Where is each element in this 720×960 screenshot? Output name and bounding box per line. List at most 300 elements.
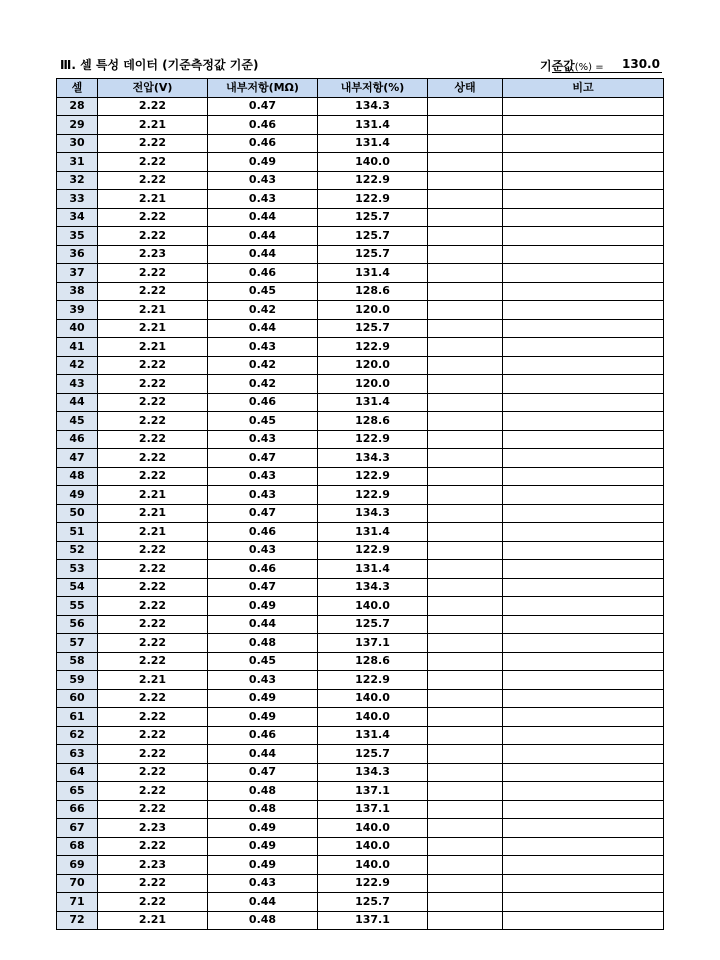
table-row (57, 671, 664, 690)
resistance-percent-cell: 122.9 (318, 430, 428, 449)
resistance-cell: 0.45 (208, 282, 318, 301)
resistance-percent-cell: 137.1 (318, 800, 428, 819)
remarks-cell (503, 763, 664, 782)
remarks-cell (503, 393, 664, 412)
resistance-cell: 0.44 (208, 245, 318, 264)
remarks-cell (503, 745, 664, 764)
status-cell (428, 245, 503, 264)
resistance-cell: 0.44 (208, 745, 318, 764)
cell-id-cell: 63 (57, 745, 98, 764)
table-row (57, 430, 664, 449)
header-status: 상태 (428, 79, 503, 98)
status-cell (428, 504, 503, 523)
voltage-cell: 2.21 (98, 301, 208, 320)
table-row (57, 264, 664, 283)
resistance-cell: 0.47 (208, 449, 318, 468)
table-row (57, 153, 664, 172)
remarks-cell (503, 671, 664, 690)
table-row (57, 486, 664, 505)
voltage-cell: 2.23 (98, 245, 208, 264)
resistance-cell: 0.43 (208, 430, 318, 449)
voltage-cell: 2.22 (98, 689, 208, 708)
remarks-cell (503, 560, 664, 579)
resistance-percent-cell: 122.9 (318, 671, 428, 690)
reference-value: 130.0 (622, 57, 660, 71)
voltage-cell: 2.21 (98, 319, 208, 338)
remarks-cell (503, 634, 664, 653)
voltage-cell: 2.22 (98, 560, 208, 579)
status-cell (428, 726, 503, 745)
table-row (57, 338, 664, 357)
resistance-percent-cell: 122.9 (318, 874, 428, 893)
status-cell (428, 763, 503, 782)
table-row (57, 819, 664, 838)
header-resistance: 내부저항(MΩ) (208, 79, 318, 98)
cell-id-cell: 41 (57, 338, 98, 357)
table-body (57, 97, 664, 930)
remarks-cell (503, 615, 664, 634)
cell-id-cell: 38 (57, 282, 98, 301)
resistance-percent-cell: 125.7 (318, 227, 428, 246)
voltage-cell: 2.22 (98, 597, 208, 616)
resistance-percent-cell: 140.0 (318, 597, 428, 616)
status-cell (428, 430, 503, 449)
resistance-cell: 0.46 (208, 264, 318, 283)
resistance-percent-cell: 140.0 (318, 856, 428, 875)
cell-id-cell: 46 (57, 430, 98, 449)
cell-id-cell: 43 (57, 375, 98, 394)
resistance-percent-cell: 131.4 (318, 560, 428, 579)
resistance-cell: 0.43 (208, 467, 318, 486)
resistance-percent-cell: 140.0 (318, 837, 428, 856)
remarks-cell (503, 911, 664, 930)
resistance-cell: 0.46 (208, 726, 318, 745)
remarks-cell (503, 541, 664, 560)
voltage-cell: 2.22 (98, 356, 208, 375)
status-cell (428, 171, 503, 190)
resistance-percent-cell: 131.4 (318, 393, 428, 412)
resistance-percent-cell: 120.0 (318, 301, 428, 320)
table-row (57, 412, 664, 431)
resistance-cell: 0.45 (208, 412, 318, 431)
status-cell (428, 116, 503, 135)
resistance-cell: 0.44 (208, 208, 318, 227)
voltage-cell: 2.22 (98, 208, 208, 227)
cell-id-cell: 65 (57, 782, 98, 801)
status-cell (428, 578, 503, 597)
table-row (57, 874, 664, 893)
status-cell (428, 319, 503, 338)
remarks-cell (503, 652, 664, 671)
reference-label-text: 기준값 (540, 59, 575, 73)
status-cell (428, 375, 503, 394)
table-row (57, 208, 664, 227)
cell-id-cell: 44 (57, 393, 98, 412)
cell-id-cell: 48 (57, 467, 98, 486)
resistance-cell: 0.44 (208, 227, 318, 246)
resistance-cell: 0.44 (208, 893, 318, 912)
table-row (57, 560, 664, 579)
resistance-cell: 0.48 (208, 782, 318, 801)
status-cell (428, 97, 503, 116)
table-row (57, 282, 664, 301)
cell-id-cell: 42 (57, 356, 98, 375)
cell-id-cell: 70 (57, 874, 98, 893)
table-row (57, 449, 664, 468)
table-row (57, 171, 664, 190)
resistance-percent-cell: 134.3 (318, 763, 428, 782)
cell-id-cell: 72 (57, 911, 98, 930)
resistance-percent-cell: 137.1 (318, 634, 428, 653)
cell-id-cell: 36 (57, 245, 98, 264)
remarks-cell (503, 153, 664, 172)
resistance-cell: 0.43 (208, 171, 318, 190)
remarks-cell (503, 504, 664, 523)
cell-id-cell: 60 (57, 689, 98, 708)
voltage-cell: 2.22 (98, 615, 208, 634)
remarks-cell (503, 430, 664, 449)
voltage-cell: 2.21 (98, 486, 208, 505)
status-cell (428, 356, 503, 375)
remarks-cell (503, 319, 664, 338)
cell-id-cell: 55 (57, 597, 98, 616)
resistance-cell: 0.45 (208, 652, 318, 671)
resistance-cell: 0.42 (208, 356, 318, 375)
reference-label-unit: (%) = (574, 62, 604, 73)
resistance-cell: 0.44 (208, 319, 318, 338)
resistance-percent-cell: 140.0 (318, 689, 428, 708)
resistance-cell: 0.49 (208, 689, 318, 708)
resistance-percent-cell: 131.4 (318, 726, 428, 745)
cell-id-cell: 62 (57, 726, 98, 745)
remarks-cell (503, 116, 664, 135)
cell-id-cell: 56 (57, 615, 98, 634)
cell-id-cell: 53 (57, 560, 98, 579)
cell-id-cell: 39 (57, 301, 98, 320)
remarks-cell (503, 171, 664, 190)
remarks-cell (503, 227, 664, 246)
voltage-cell: 2.22 (98, 264, 208, 283)
status-cell (428, 708, 503, 727)
voltage-cell: 2.22 (98, 467, 208, 486)
status-cell (428, 800, 503, 819)
status-cell (428, 541, 503, 560)
status-cell (428, 782, 503, 801)
header-cell-id: 셀 (57, 79, 98, 98)
resistance-cell: 0.49 (208, 153, 318, 172)
resistance-percent-cell: 140.0 (318, 153, 428, 172)
cell-id-cell: 37 (57, 264, 98, 283)
table-row (57, 837, 664, 856)
resistance-percent-cell: 131.4 (318, 264, 428, 283)
cell-id-cell: 58 (57, 652, 98, 671)
resistance-percent-cell: 131.4 (318, 116, 428, 135)
cell-id-cell: 59 (57, 671, 98, 690)
resistance-cell: 0.49 (208, 837, 318, 856)
resistance-cell: 0.46 (208, 560, 318, 579)
remarks-cell (503, 412, 664, 431)
cell-id-cell: 52 (57, 541, 98, 560)
resistance-percent-cell: 131.4 (318, 523, 428, 542)
voltage-cell: 2.22 (98, 726, 208, 745)
table-row (57, 375, 664, 394)
resistance-cell: 0.42 (208, 301, 318, 320)
resistance-percent-cell: 122.9 (318, 486, 428, 505)
remarks-cell (503, 782, 664, 801)
cell-id-cell: 67 (57, 819, 98, 838)
voltage-cell: 2.22 (98, 227, 208, 246)
cell-id-cell: 61 (57, 708, 98, 727)
reference-underline (552, 72, 662, 73)
status-cell (428, 301, 503, 320)
voltage-cell: 2.22 (98, 449, 208, 468)
voltage-cell: 2.22 (98, 541, 208, 560)
table-row (57, 578, 664, 597)
status-cell (428, 208, 503, 227)
table-row (57, 652, 664, 671)
cell-id-cell: 30 (57, 134, 98, 153)
voltage-cell: 2.21 (98, 338, 208, 357)
resistance-percent-cell: 128.6 (318, 282, 428, 301)
voltage-cell: 2.21 (98, 671, 208, 690)
resistance-percent-cell: 134.3 (318, 97, 428, 116)
voltage-cell: 2.22 (98, 874, 208, 893)
resistance-cell: 0.48 (208, 911, 318, 930)
status-cell (428, 153, 503, 172)
remarks-cell (503, 134, 664, 153)
cell-id-cell: 47 (57, 449, 98, 468)
voltage-cell: 2.22 (98, 412, 208, 431)
status-cell (428, 338, 503, 357)
resistance-percent-cell: 122.9 (318, 541, 428, 560)
table-row (57, 301, 664, 320)
resistance-cell: 0.44 (208, 615, 318, 634)
table-row (57, 467, 664, 486)
remarks-cell (503, 97, 664, 116)
page-title: Ⅲ. 셀 특성 데이터 (기준측정값 기준) (60, 58, 259, 72)
voltage-cell: 2.21 (98, 190, 208, 209)
status-cell (428, 523, 503, 542)
status-cell (428, 893, 503, 912)
voltage-cell: 2.22 (98, 763, 208, 782)
resistance-percent-cell: 125.7 (318, 245, 428, 264)
voltage-cell: 2.22 (98, 97, 208, 116)
table-row (57, 319, 664, 338)
table-row (57, 782, 664, 801)
remarks-cell (503, 264, 664, 283)
voltage-cell: 2.23 (98, 819, 208, 838)
resistance-percent-cell: 134.3 (318, 504, 428, 523)
cell-id-cell: 34 (57, 208, 98, 227)
status-cell (428, 911, 503, 930)
header-remarks: 비고 (503, 79, 664, 98)
status-cell (428, 874, 503, 893)
resistance-percent-cell: 134.3 (318, 578, 428, 597)
table-row (57, 763, 664, 782)
resistance-cell: 0.43 (208, 486, 318, 505)
remarks-cell (503, 301, 664, 320)
status-cell (428, 227, 503, 246)
voltage-cell: 2.21 (98, 911, 208, 930)
status-cell (428, 819, 503, 838)
resistance-cell: 0.46 (208, 393, 318, 412)
remarks-cell (503, 467, 664, 486)
status-cell (428, 745, 503, 764)
cell-id-cell: 54 (57, 578, 98, 597)
voltage-cell: 2.22 (98, 708, 208, 727)
status-cell (428, 689, 503, 708)
table-row (57, 745, 664, 764)
cell-id-cell: 68 (57, 837, 98, 856)
table-row (57, 800, 664, 819)
table-row (57, 893, 664, 912)
remarks-cell (503, 449, 664, 468)
remarks-cell (503, 800, 664, 819)
status-cell (428, 671, 503, 690)
resistance-percent-cell: 128.6 (318, 412, 428, 431)
voltage-cell: 2.21 (98, 116, 208, 135)
table-row (57, 689, 664, 708)
resistance-cell: 0.43 (208, 874, 318, 893)
remarks-cell (503, 282, 664, 301)
table-row (57, 97, 664, 116)
status-cell (428, 634, 503, 653)
cell-id-cell: 71 (57, 893, 98, 912)
table-row (57, 523, 664, 542)
table-row (57, 356, 664, 375)
remarks-cell (503, 708, 664, 727)
resistance-cell: 0.49 (208, 856, 318, 875)
resistance-cell: 0.49 (208, 819, 318, 838)
remarks-cell (503, 893, 664, 912)
resistance-cell: 0.43 (208, 671, 318, 690)
cell-id-cell: 33 (57, 190, 98, 209)
resistance-percent-cell: 120.0 (318, 356, 428, 375)
voltage-cell: 2.22 (98, 837, 208, 856)
remarks-cell (503, 819, 664, 838)
voltage-cell: 2.22 (98, 430, 208, 449)
resistance-percent-cell: 122.9 (318, 338, 428, 357)
resistance-percent-cell: 122.9 (318, 171, 428, 190)
voltage-cell: 2.22 (98, 634, 208, 653)
remarks-cell (503, 837, 664, 856)
voltage-cell: 2.22 (98, 893, 208, 912)
status-cell (428, 449, 503, 468)
table-row (57, 190, 664, 209)
resistance-percent-cell: 128.6 (318, 652, 428, 671)
voltage-cell: 2.22 (98, 375, 208, 394)
table-row (57, 708, 664, 727)
cell-id-cell: 29 (57, 116, 98, 135)
resistance-cell: 0.48 (208, 800, 318, 819)
header-resistance-percent: 내부저항(%) (318, 79, 428, 98)
resistance-cell: 0.46 (208, 116, 318, 135)
voltage-cell: 2.22 (98, 393, 208, 412)
resistance-percent-cell: 140.0 (318, 819, 428, 838)
voltage-cell: 2.23 (98, 856, 208, 875)
resistance-percent-cell: 125.7 (318, 319, 428, 338)
table-row (57, 615, 664, 634)
cell-id-cell: 49 (57, 486, 98, 505)
remarks-cell (503, 190, 664, 209)
resistance-cell: 0.43 (208, 541, 318, 560)
resistance-percent-cell: 125.7 (318, 615, 428, 634)
status-cell (428, 467, 503, 486)
remarks-cell (503, 578, 664, 597)
resistance-cell: 0.43 (208, 338, 318, 357)
resistance-cell: 0.47 (208, 763, 318, 782)
remarks-cell (503, 208, 664, 227)
remarks-cell (503, 523, 664, 542)
voltage-cell: 2.22 (98, 282, 208, 301)
voltage-cell: 2.22 (98, 782, 208, 801)
resistance-cell: 0.47 (208, 97, 318, 116)
resistance-cell: 0.42 (208, 375, 318, 394)
voltage-cell: 2.21 (98, 504, 208, 523)
resistance-percent-cell: 125.7 (318, 893, 428, 912)
table-row (57, 227, 664, 246)
remarks-cell (503, 375, 664, 394)
table-header-row (57, 79, 664, 98)
resistance-cell: 0.46 (208, 523, 318, 542)
status-cell (428, 560, 503, 579)
resistance-cell: 0.49 (208, 708, 318, 727)
resistance-cell: 0.47 (208, 578, 318, 597)
resistance-percent-cell: 125.7 (318, 208, 428, 227)
status-cell (428, 282, 503, 301)
status-cell (428, 597, 503, 616)
resistance-cell: 0.43 (208, 190, 318, 209)
cell-id-cell: 64 (57, 763, 98, 782)
table-row (57, 245, 664, 264)
resistance-cell: 0.48 (208, 634, 318, 653)
cell-id-cell: 28 (57, 97, 98, 116)
table-row (57, 504, 664, 523)
resistance-percent-cell: 137.1 (318, 911, 428, 930)
table-row (57, 393, 664, 412)
cell-id-cell: 51 (57, 523, 98, 542)
resistance-percent-cell: 122.9 (318, 467, 428, 486)
cell-id-cell: 45 (57, 412, 98, 431)
table-row (57, 856, 664, 875)
remarks-cell (503, 245, 664, 264)
status-cell (428, 412, 503, 431)
status-cell (428, 856, 503, 875)
table-row (57, 134, 664, 153)
cell-id-cell: 31 (57, 153, 98, 172)
resistance-cell: 0.47 (208, 504, 318, 523)
table-row (57, 634, 664, 653)
voltage-cell: 2.21 (98, 523, 208, 542)
voltage-cell: 2.22 (98, 134, 208, 153)
resistance-percent-cell: 140.0 (318, 708, 428, 727)
cell-id-cell: 50 (57, 504, 98, 523)
status-cell (428, 837, 503, 856)
status-cell (428, 615, 503, 634)
cell-id-cell: 69 (57, 856, 98, 875)
status-cell (428, 393, 503, 412)
cell-id-cell: 57 (57, 634, 98, 653)
resistance-percent-cell: 134.3 (318, 449, 428, 468)
cell-id-cell: 35 (57, 227, 98, 246)
status-cell (428, 264, 503, 283)
remarks-cell (503, 338, 664, 357)
remarks-cell (503, 874, 664, 893)
status-cell (428, 486, 503, 505)
remarks-cell (503, 856, 664, 875)
remarks-cell (503, 726, 664, 745)
cell-data-table (56, 78, 664, 930)
